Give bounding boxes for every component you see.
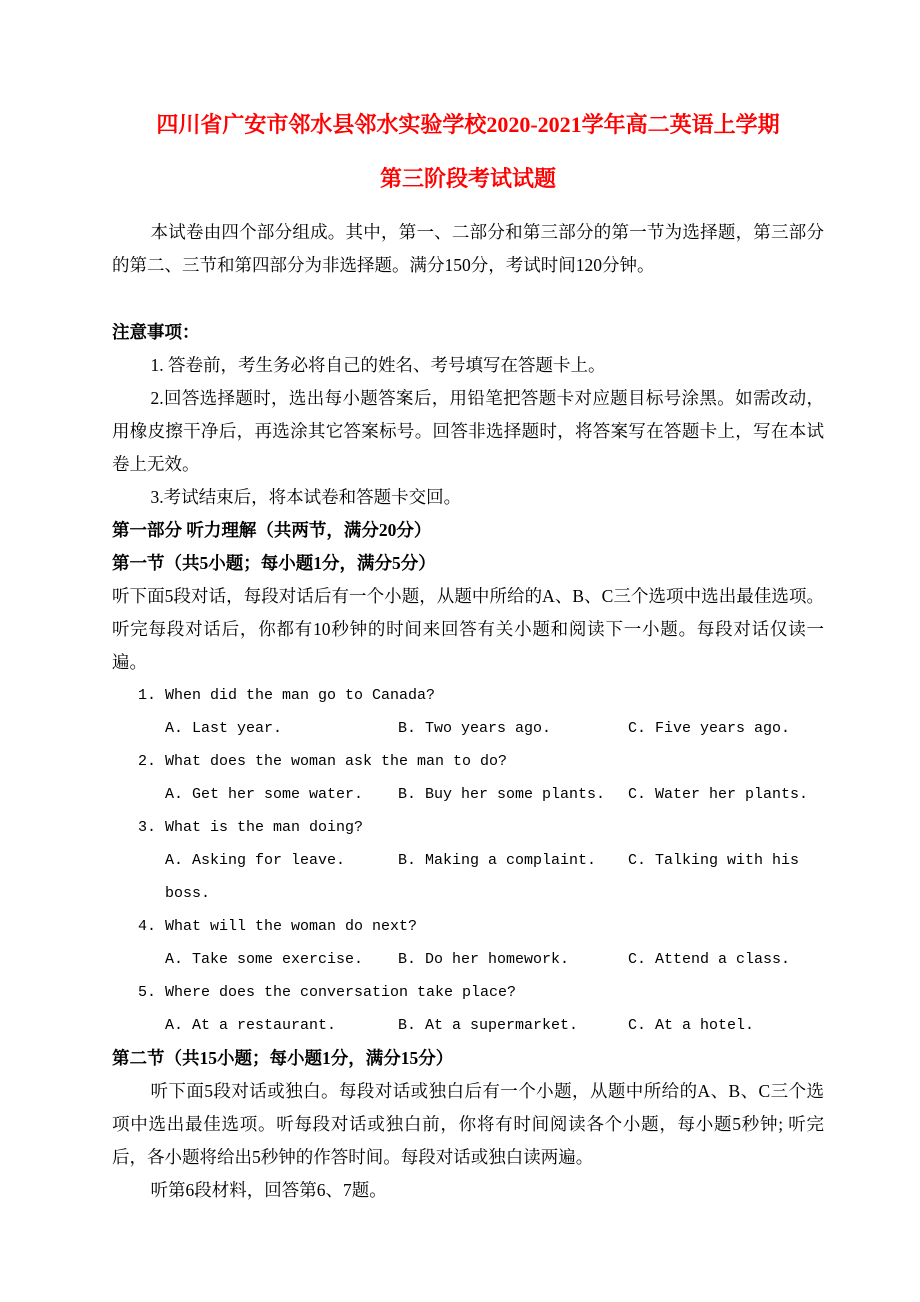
question-4-option-c: C. Attend a class. <box>628 951 791 968</box>
question-3-option-c: C. Talking with his boss. <box>165 852 800 902</box>
part1-heading: 第一部分 听力理解（共两节，满分20分） <box>112 520 432 540</box>
question-1-text: 1. When did the man go to Canada? <box>138 687 436 704</box>
question-3-option-b: B. Making a complaint. <box>398 852 597 869</box>
question-1 <box>112 679 824 745</box>
question-3 <box>112 811 824 910</box>
notice-item-2: 2.回答选择题时，选出每小题答案后，用铅笔把答题卡对应题目标号涂黑。如需改动，用橡皮擦干净后，再选涂其它答案标号。回答非选择题时，将答案写在答题卡上，写在本试卷上无效。 <box>112 388 824 474</box>
notice-heading: 注意事项： <box>112 322 200 342</box>
question-3-text: 3. What is the man doing? <box>138 819 364 836</box>
question-5-option-c: C. At a hotel. <box>628 1017 755 1034</box>
question-2-options <box>112 778 824 811</box>
question-4-option-a: A. Take some exercise. <box>165 951 364 968</box>
question-4-options <box>112 943 824 976</box>
question-2-option-b: B. Buy her some plants. <box>398 786 606 803</box>
question-5-options <box>112 1009 824 1042</box>
section1-instructions: 听下面5段对话，每段对话后有一个小题，从题中所给的A、B、C三个选项中选出最佳选项。听完每段对话后，你都有10秒钟的时间来回答有关小题和阅读下一小题。每段对话仅读一遍。 <box>112 586 824 672</box>
section2-heading: 第二节（共15小题；每小题1分，满分15分） <box>112 1048 454 1068</box>
question-2-option-c: C. Water her plants. <box>628 786 809 803</box>
question-3-option-a: A. Asking for leave. <box>165 852 346 869</box>
section1-heading: 第一节（共5小题；每小题1分，满分5分） <box>112 553 436 573</box>
section2-instructions: 听下面5段对话或独白。每段对话或独白后有一个小题，从题中所给的A、B、C三个选项中选出最佳选项。听每段对话或独白前，你将有时间阅读各个小题，每小题5秒钟; 听完后，各小题将给出5秒钟的作答时间。每段对话或独白读两遍。 <box>112 1081 824 1167</box>
section2-material-note: 听第6段材料，回答第6、7题。 <box>150 1180 387 1200</box>
question-5-option-a: A. At a restaurant. <box>165 1017 337 1034</box>
question-1-option-b: B. Two years ago. <box>398 720 552 737</box>
notice-item-1: 1. 答卷前，考生务必将自己的姓名、考号填写在答题卡上。 <box>150 355 606 375</box>
question-3-options <box>112 844 824 910</box>
question-5-option-b: B. At a supermarket. <box>398 1017 579 1034</box>
question-4-text: 4. What will the woman do next? <box>138 918 418 935</box>
question-1-option-c: C. Five years ago. <box>628 720 791 737</box>
question-2-text: 2. What does the woman ask the man to do? <box>138 753 508 770</box>
question-4-option-b: B. Do her homework. <box>398 951 570 968</box>
question-5 <box>112 976 824 1042</box>
question-4 <box>112 910 824 976</box>
question-1-options <box>112 712 824 745</box>
question-2-option-a: A. Get her some water. <box>165 786 364 803</box>
document-title-line-1: 四川省广安市邻水县邻水实验学校2020-2021学年高二英语上学期 <box>156 112 780 137</box>
question-1-option-a: A. Last year. <box>165 720 283 737</box>
notice-item-3: 3.考试结束后，将本试卷和答题卡交回。 <box>150 487 462 507</box>
question-2 <box>112 745 824 811</box>
intro-paragraph: 本试卷由四个部分组成。其中，第一、二部分和第三部分的第一节为选择题，第三部分的第二、三节和第四部分为非选择题。满分150分，考试时间120分钟。 <box>112 222 824 275</box>
document-title <box>112 98 824 206</box>
question-5-text: 5. Where does the conversation take place? <box>138 984 517 1001</box>
document-title-line-2: 第三阶段考试试题 <box>379 166 556 191</box>
